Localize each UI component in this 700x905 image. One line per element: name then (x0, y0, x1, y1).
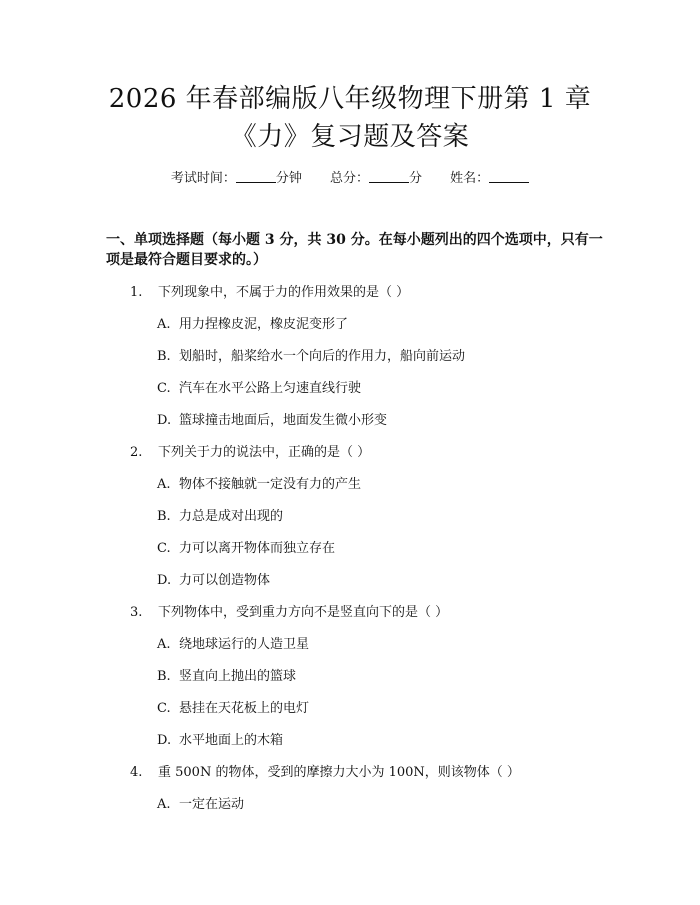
option-letter: B. (157, 669, 171, 684)
option-letter: B. (157, 509, 171, 524)
option-letter: C. (157, 541, 171, 556)
option-text: 篮球撞击地面后，地面发生微小形变 (179, 413, 388, 428)
total-score-label: 总分： (329, 171, 369, 186)
question-1-option-b (157, 349, 465, 365)
option-letter: A. (157, 317, 171, 332)
question-1-option-a (157, 317, 348, 333)
question-2-option-a (157, 477, 361, 493)
question-2-option-b (157, 509, 283, 525)
page-title-line-2: 《力》复习题及答案 (230, 122, 470, 152)
exam-time-blank (236, 170, 276, 183)
option-text: 力可以离开物体而独立存在 (179, 541, 336, 556)
exam-meta (0, 170, 700, 187)
option-text: 竖直向上抛出的篮球 (179, 669, 297, 684)
question-text: 下列物体中，受到重力方向不是竖直向下的是（ ） (158, 605, 449, 620)
option-text: 一定在运动 (179, 797, 245, 812)
exam-time-unit: 分钟 (275, 171, 302, 186)
question-2 (130, 445, 370, 461)
option-letter: D. (157, 413, 172, 428)
student-name-label: 姓名： (450, 171, 490, 186)
question-number: 3. (130, 605, 143, 620)
total-score-unit: 分 (409, 171, 423, 186)
question-2-option-d (157, 573, 270, 589)
option-letter: B. (157, 349, 171, 364)
option-text: 悬挂在天花板上的电灯 (179, 701, 310, 716)
total-score (330, 170, 422, 187)
option-text: 划船时，船桨给水一个向后的作用力，船向前运动 (179, 349, 466, 364)
option-text: 用力捏橡皮泥，橡皮泥变形了 (179, 317, 349, 332)
student-name (450, 170, 529, 187)
student-name-blank (489, 170, 529, 183)
option-letter: A. (157, 637, 171, 652)
question-number: 2. (130, 445, 143, 460)
question-3-option-b (157, 669, 296, 685)
question-text: 重 500N 的物体，受到的摩擦力大小为 100N，则该物体（ ） (158, 765, 520, 780)
question-4 (130, 765, 520, 781)
question-1 (130, 285, 409, 301)
question-1-option-c (157, 381, 361, 397)
option-text: 水平地面上的木箱 (179, 733, 284, 748)
option-letter: D. (157, 573, 172, 588)
question-4-option-a (157, 797, 244, 813)
option-text: 汽车在水平公路上匀速直线行驶 (179, 381, 362, 396)
question-number: 1. (130, 285, 143, 300)
option-letter: C. (157, 701, 171, 716)
option-text: 力总是成对出现的 (179, 509, 284, 524)
section-heading: 一、单项选择题（每小题 3 分，共 30 分。在每小题列出的四个选项中，只有一项是最符合题目要求的。） (106, 232, 603, 268)
question-2-option-c (157, 541, 335, 557)
exam-time-label: 考试时间： (170, 171, 236, 186)
option-text: 物体不接触就一定没有力的产生 (179, 477, 362, 492)
exam-time (171, 170, 302, 187)
total-score-blank (369, 170, 409, 183)
option-text: 力可以创造物体 (179, 573, 271, 588)
question-3-option-d (157, 733, 283, 749)
question-number: 4. (130, 765, 143, 780)
option-letter: A. (157, 797, 171, 812)
option-letter: A. (157, 477, 171, 492)
page-title-line-1: 2026 年春部编版八年级物理下册第 1 章 (108, 84, 592, 114)
question-text: 下列关于力的说法中，正确的是（ ） (158, 445, 371, 460)
option-letter: D. (157, 733, 172, 748)
question-3-option-c (157, 701, 309, 717)
option-text: 绕地球运行的人造卫星 (179, 637, 310, 652)
question-3 (130, 605, 448, 621)
question-1-option-d (157, 413, 387, 429)
question-text: 下列现象中，不属于力的作用效果的是（ ） (158, 285, 410, 300)
option-letter: C. (157, 381, 171, 396)
question-3-option-a (157, 637, 309, 653)
